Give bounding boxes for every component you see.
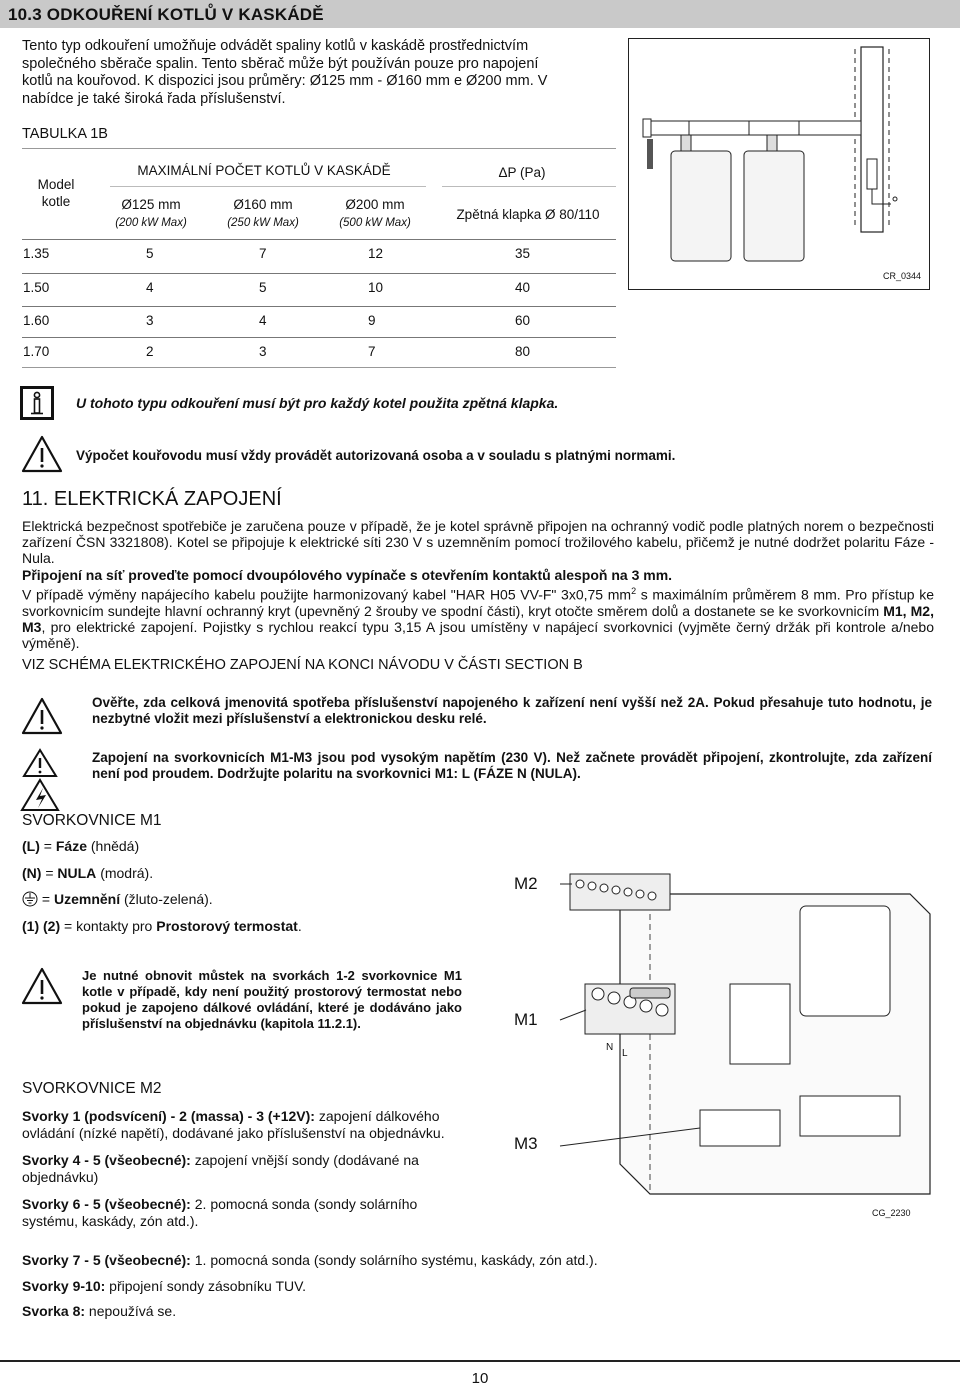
col-200-sub: (500 kW Max) — [339, 217, 411, 229]
n-code: (N) — [22, 864, 42, 881]
warning-high-voltage: Zapojení na svorkovnicích M1-M3 jsou pod vysokým napětím (230 V). Než začnete provádět připojení, zkontrolujte, zda zařízení není pod proudem. Dodržujte polaritu na svorkovnici M1: L (FÁZE N (NULA). — [92, 750, 932, 781]
table-row — [22, 344, 616, 364]
t-code: (1) (2) — [22, 917, 61, 934]
m2-item — [22, 1278, 922, 1295]
cell-125: 3 — [146, 313, 154, 328]
m1-bridge-warning: Je nutné obnovit můstek na svorkách 1-2 svorkovnice M1 kotle v případě, kdy není použitý prostorový termostat nebo pokud je zapojeno dálkové ovládání, které je dodáváno jako příslušenství na objednávku (kapitola 11.2.1). — [82, 968, 462, 1031]
l-code: (L) — [22, 838, 40, 854]
col-125-sub: (200 kW Max) — [115, 217, 187, 229]
max-header: MAXIMÁLNÍ POČET KOTLŮ V KASKÁDĚ — [137, 163, 391, 178]
col-160 — [218, 196, 308, 232]
p3-part-d: , pro elektrické zapojení. Pojistky s rychlou reakcí typu 3,15 A jsou umístěny v napájecí svorkovnici (vyjměte černý držák při kontrole a/nebo výměně). — [22, 618, 934, 652]
e-color: (žluto-zelená). — [123, 891, 213, 907]
intro-line: kotlů na kouřovod. K dispozici jsou průměry: Ø125 mm - Ø160 mm e Ø200 mm. V — [22, 73, 548, 89]
m2-item — [22, 1108, 462, 1141]
m1-label: M1 — [514, 1010, 538, 1029]
m2-item-label: Svorky 9-10: — [22, 1277, 106, 1294]
info-note: U tohoto typu odkouření musí být pro každý kotel použita zpětná klapka. — [76, 395, 559, 411]
col-125 — [106, 196, 196, 232]
cell-dp: 80 — [515, 344, 531, 359]
m1-title: SVORKOVNICE M1 — [22, 812, 162, 829]
figure2-code: CG_2230 — [872, 1208, 911, 1218]
footer-line — [0, 1360, 960, 1362]
warning-icon — [20, 696, 64, 736]
table-row — [22, 280, 616, 300]
e-name: Uzemnění — [53, 891, 121, 907]
col-160-label: Ø160 mm — [233, 197, 293, 212]
m2-item-label: Svorky 6 - 5 (všeobecné): — [22, 1196, 191, 1212]
m2-item-label: Svorky 1 (podsvícení) - 2 (massa) - 3 (+12V): — [22, 1108, 315, 1124]
cell-125: 5 — [146, 246, 154, 261]
m2-item — [22, 1196, 462, 1229]
warning-icon — [20, 966, 64, 1006]
cell-model: 1.50 — [23, 280, 50, 295]
cascade-table — [22, 148, 616, 368]
m1-thermostat: (1) (2) = kontakty pro Prostorový termostat. — [22, 917, 302, 934]
cell-dp: 60 — [515, 313, 531, 328]
terminal-blocks-illustration — [500, 834, 934, 1230]
high-voltage-icon — [20, 746, 60, 812]
col-125-label: Ø125 mm — [121, 197, 181, 212]
figure-code: CR_0344 — [882, 271, 921, 281]
cell-160: 3 — [259, 344, 267, 359]
cell-200: 7 — [368, 344, 376, 359]
cell-model: 1.35 — [23, 246, 50, 261]
electrical-title: 11. ELEKTRICKÁ ZAPOJENÍ — [22, 488, 282, 510]
m2-item-text: nepoužívá se. — [85, 1303, 177, 1319]
m1-neutral: (N) = NULA (modrá). — [22, 864, 154, 881]
p3-sup: 2 — [631, 585, 637, 596]
m2-item-text: zapojení vnější sondy (dodávané na objednávku) — [22, 1152, 419, 1185]
l-name: Fáze — [55, 838, 87, 854]
p3-part-c: M1, M2, M3 — [22, 602, 934, 635]
m2-item — [22, 1252, 922, 1269]
l-color: (hnědá) — [90, 838, 140, 854]
col-klapka: Zpětná klapka Ø 80/110 — [456, 207, 600, 222]
earth-icon — [22, 891, 38, 907]
col-200-label: Ø200 mm — [345, 197, 405, 212]
m2-list — [22, 1108, 462, 1229]
m2-label: M2 — [514, 874, 538, 893]
n-color: (modrá). — [100, 864, 154, 881]
m2-title: SVORKOVNICE M2 — [22, 1080, 162, 1097]
cell-model: 1.60 — [23, 313, 50, 328]
cell-125: 2 — [146, 344, 154, 359]
cell-dp: 40 — [515, 280, 531, 295]
intro-paragraph — [22, 38, 614, 108]
cell-dp: 35 — [515, 246, 531, 261]
electrical-p1: Elektrická bezpečnost spotřebiče je zaručena pouze v případě, že je kotel správně připojen na ochranný vodič podle platných norem o bezpečnosti zařízení ČSN 3321808). Kotel se připojuje k elektrické síti 230 V s uzemněním pomocí trožilového kabelu, přičemž je nutné dodržet polaritu Fáze - Nula. — [22, 518, 934, 567]
cell-160: 4 — [259, 313, 267, 328]
t-text: = kontakty pro — [64, 917, 153, 934]
intro-line: Tento typ odkouření umožňuje odvádět spaliny kotlů v kaskádě prostřednictvím — [22, 38, 529, 54]
m1-earth: = Uzemnění (žluto-zelená). — [22, 891, 482, 908]
p3-part-a: V případě výměny napájecího kabelu použijte harmonizovaný kabel "HAR H05 VV-F" 3x0,75 mm — [22, 586, 632, 603]
terminal-n: N — [606, 1042, 614, 1053]
cell-125: 4 — [146, 280, 154, 295]
dp-header: ΔP (Pa) — [498, 165, 546, 180]
m2-item-label: Svorka 8: — [22, 1303, 86, 1319]
table-row — [22, 246, 616, 266]
m1-phase: (L) = Fáze (hnědá) — [22, 838, 140, 854]
model-header: Model kotle — [37, 177, 75, 209]
m2-item — [22, 1303, 922, 1320]
section-title: 10.3 ODKOUŘENÍ KOTLŮ V KASKÁDĚ — [8, 5, 324, 24]
info-icon — [20, 386, 54, 420]
cell-200: 9 — [368, 313, 376, 328]
m2-item — [22, 1152, 462, 1185]
p3-part-b: s maximálním průměrem 8 mm. Pro přístup ke svorkovnicím sundejte hlavní ochranný kryt (upevněný 2 šrouby ve spodní části), kryt otočte směrem dolů a dostanete se ke svorkovnicím — [22, 586, 934, 619]
table-row — [22, 313, 616, 333]
electrical-paragraph — [22, 518, 934, 651]
m2-item-text: zapojení dálkového ovládání (nízké napětí), dodávané jako příslušenství na objednávku. — [22, 1108, 445, 1141]
warning-icon — [20, 434, 64, 474]
m2-item-label: Svorky 7 - 5 (všeobecné): — [22, 1252, 191, 1268]
cell-160: 7 — [259, 246, 267, 261]
m1-list — [22, 838, 482, 934]
t-name: Prostorový termostat — [156, 917, 298, 934]
m3-label: M3 — [514, 1134, 538, 1153]
page-number: 10 — [471, 1370, 489, 1387]
col-160-sub: (250 kW Max) — [227, 217, 299, 229]
table-title: TABULKA 1B — [22, 126, 108, 142]
cascade-figure — [628, 38, 930, 290]
m2-item-text: 2. pomocná sonda (sondy solárního systému, kaskády, zón atd.). — [22, 1196, 418, 1229]
n-name: NULA — [57, 864, 97, 881]
cell-200: 10 — [368, 280, 384, 295]
cell-160: 5 — [259, 280, 267, 295]
electrical-p3 — [22, 583, 934, 651]
m2-list-wide — [22, 1252, 922, 1320]
electrical-p2: Připojení na síť proveďte pomocí dvoupólového vypínače s otevřením kontaktů alespoň na 3 mm. — [22, 566, 673, 583]
intro-line: společného sběrače spalin. Tento sběrač může být používán pouze pro napojení — [22, 55, 539, 72]
cell-200: 12 — [368, 246, 384, 261]
intro-line: nabídce je také široká řada příslušenství. — [22, 90, 286, 107]
m2-item-text: 1. pomocná sonda (sondy solárního systému, kaskády, zón atd.). — [190, 1252, 598, 1268]
cell-model: 1.70 — [23, 344, 50, 359]
m2-item-label: Svorky 4 - 5 (všeobecné): — [22, 1152, 191, 1168]
warning-note: Výpočet kouřovodu musí vždy provádět autorizovaná osoba a v souladu s platnými normami. — [76, 448, 676, 463]
col-200 — [330, 196, 420, 232]
m2-item-text: připojení sondy zásobníku TUV. — [105, 1277, 307, 1294]
terminal-figure — [500, 834, 934, 1230]
see-schema: VIZ SCHÉMA ELEKTRICKÉHO ZAPOJENÍ NA KONCI NÁVODU V ČÁSTI SECTION B — [22, 657, 583, 673]
terminal-l: L — [622, 1048, 628, 1059]
warning-accessories: Ověřte, zda celková jmenovitá spotřeba příslušenství napojeného k zařízení není vyšší než 2A. Pokud přesahuje tuto hodnotu, je nezbytné vložit mezi příslušenství a elektronickou desku relé. — [92, 695, 932, 726]
cascade-boilers-illustration — [629, 39, 928, 288]
